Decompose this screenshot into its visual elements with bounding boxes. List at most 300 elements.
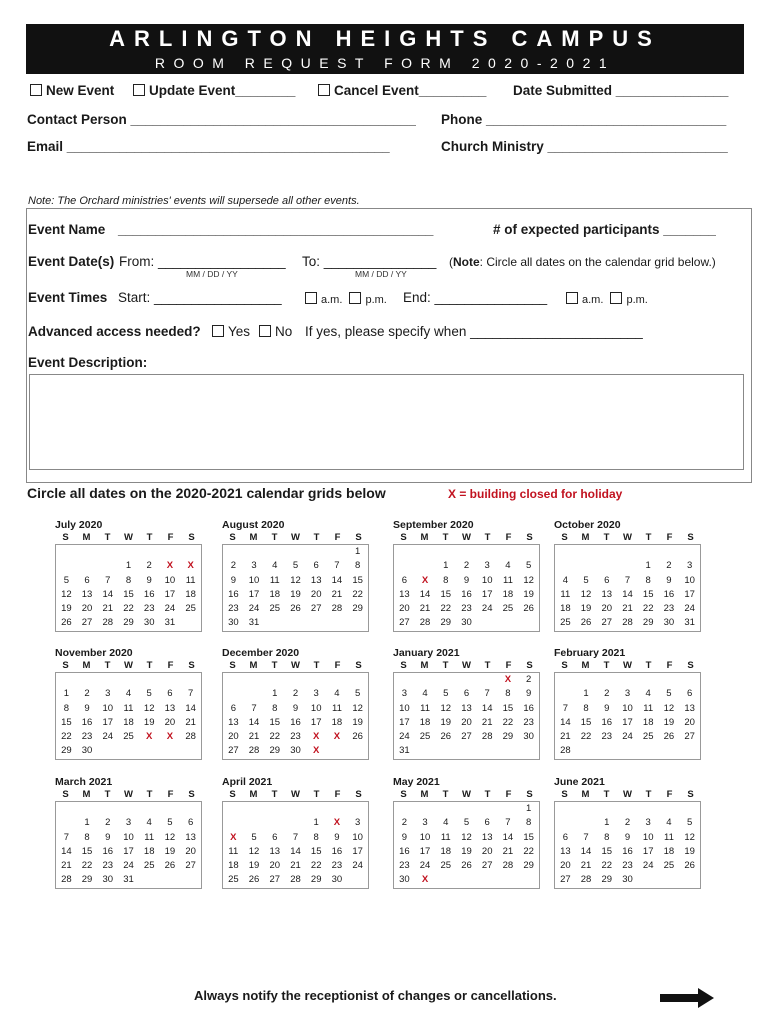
date-cell[interactable]: 12 [523,574,534,586]
date-cell[interactable]: 9 [463,574,470,586]
date-cell[interactable]: 17 [419,845,431,857]
date-cell[interactable]: 20 [461,716,472,728]
date-cell[interactable]: 29 [269,745,281,757]
date-cell[interactable]: 6 [401,574,407,586]
date-cell[interactable]: 14 [560,716,571,728]
date-cell[interactable]: 2 [84,688,90,700]
date-cell[interactable]: 7 [505,817,511,829]
date-cell[interactable]: 10 [164,574,176,586]
date-cell[interactable]: 31 [399,745,410,757]
date-cell[interactable]: 6 [167,688,173,700]
date-cell[interactable]: 16 [622,845,633,857]
date-cell[interactable]: 18 [502,588,514,600]
date-cell[interactable]: 9 [146,574,152,586]
date-cell[interactable]: 5 [167,817,173,829]
date-cell[interactable]: 21 [185,716,196,728]
date-cell[interactable]: 7 [292,831,299,843]
date-cell[interactable]: 1 [272,688,278,700]
date-cell[interactable]: 14 [580,845,592,857]
date-cell[interactable]: 14 [502,831,514,843]
date-cell[interactable]: 29 [310,874,322,886]
date-cell[interactable]: 19 [523,588,534,600]
date-cell[interactable]: 22 [123,603,134,615]
date-cell[interactable]: 27 [81,617,93,629]
date-cell[interactable]: 16 [228,588,239,600]
date-cell[interactable]: 29 [352,603,363,615]
date-cell[interactable]: 11 [643,702,654,714]
date-cell[interactable]: 30 [622,874,633,886]
date-cell[interactable]: 22 [81,860,93,872]
date-cell[interactable]: 8 [645,574,651,586]
date-cell[interactable]: 10 [102,702,114,714]
date-cell[interactable]: 23 [290,731,301,743]
date-cell[interactable]: 13 [269,845,281,857]
date-cell[interactable]: 16 [290,716,301,728]
date-cell[interactable]: 21 [61,860,72,872]
date-cell[interactable]: 25 [642,731,654,743]
date-cell[interactable]: 17 [123,845,134,857]
holiday-closed-mark[interactable]: X [421,874,429,886]
date-cell[interactable]: 18 [228,860,239,872]
date-cell[interactable]: 9 [230,574,236,586]
date-cell[interactable]: 16 [331,845,343,857]
date-cell[interactable]: 29 [642,617,654,629]
date-cell[interactable]: 2 [624,817,631,829]
date-cell[interactable]: 19 [684,845,695,857]
date-cell[interactable]: 28 [290,874,301,886]
event-description-input[interactable] [29,374,744,470]
date-cell[interactable]: 6 [463,688,470,700]
date-cell[interactable]: 8 [354,560,361,572]
date-cell[interactable]: 14 [102,588,114,600]
date-cell[interactable]: 10 [481,574,493,586]
date-cell[interactable]: 29 [502,731,514,743]
date-cell[interactable]: 24 [123,860,134,872]
date-cell[interactable]: 2 [463,560,470,572]
date-cell[interactable]: 8 [313,831,319,843]
contact-person-field[interactable]: Contact Person ______________________________________ [27,112,416,127]
date-cell[interactable]: 24 [622,731,633,743]
date-cell[interactable]: 15 [269,716,281,728]
update-event-checkbox[interactable] [133,84,145,96]
date-cell[interactable]: 21 [622,603,633,615]
date-cell[interactable]: 15 [502,702,514,714]
date-cell[interactable]: 13 [601,588,613,600]
date-cell[interactable]: 20 [81,603,93,615]
date-cell[interactable]: 14 [61,845,72,857]
cancel-event-option[interactable]: Cancel Event_________ [318,83,486,98]
date-cell[interactable]: 25 [440,860,452,872]
date-cell[interactable]: 19 [61,603,72,615]
date-cell[interactable]: 28 [61,874,72,886]
event-name-input[interactable]: __________________________________________ [118,222,434,237]
start-pm-checkbox[interactable] [349,292,361,304]
date-cell[interactable]: 13 [399,588,410,600]
date-cell[interactable]: 21 [481,716,493,728]
date-cell[interactable]: 7 [562,702,568,714]
cancel-event-checkbox[interactable] [318,84,330,96]
date-cell[interactable]: 10 [248,574,260,586]
date-cell[interactable]: 21 [290,860,301,872]
date-cell[interactable]: 17 [399,716,410,728]
date-cell[interactable]: 24 [642,860,654,872]
holiday-closed-mark[interactable]: X [166,560,174,572]
date-cell[interactable]: 7 [105,574,111,586]
date-cell[interactable]: 17 [102,716,114,728]
date-cell[interactable]: 11 [144,831,155,843]
date-cell[interactable]: 23 [228,603,239,615]
holiday-closed-mark[interactable]: X [230,831,237,843]
date-cell[interactable]: 25 [560,617,571,629]
date-cell[interactable]: 28 [481,731,493,743]
date-cell[interactable]: 5 [63,574,69,586]
date-cell[interactable]: 28 [560,745,571,757]
date-cell[interactable]: 6 [484,817,490,829]
date-cell[interactable]: 31 [684,617,695,629]
date-cell[interactable]: 11 [560,588,571,600]
date-cell[interactable]: 3 [624,688,631,700]
advanced-no-option[interactable]: No [259,324,292,339]
date-cell[interactable]: 4 [666,817,672,829]
date-cell[interactable]: 1 [125,560,132,572]
date-cell[interactable]: 7 [484,688,490,700]
date-cell[interactable]: 29 [81,874,93,886]
new-event-option[interactable]: New Event [30,83,114,98]
date-cell[interactable]: 24 [399,731,410,743]
date-cell[interactable]: 4 [562,574,568,586]
date-cell[interactable]: 27 [269,874,281,886]
date-cell[interactable]: 26 [663,731,675,743]
date-cell[interactable]: 4 [645,688,651,700]
date-cell[interactable]: 27 [481,860,493,872]
date-cell[interactable]: 17 [164,588,176,600]
date-cell[interactable]: 12 [580,588,592,600]
date-cell[interactable]: 13 [185,831,196,843]
date-cell[interactable]: 20 [684,716,695,728]
date-cell[interactable]: 2 [230,560,236,572]
date-cell[interactable]: 5 [354,688,361,700]
date-cell[interactable]: 12 [663,702,675,714]
date-cell[interactable]: 9 [292,702,299,714]
date-cell[interactable]: 4 [146,817,152,829]
date-cell[interactable]: 24 [248,603,260,615]
date-cell[interactable]: 24 [684,603,695,615]
date-cell[interactable]: 18 [642,716,654,728]
date-cell[interactable]: 2 [146,560,152,572]
email-field[interactable]: Email ___________________________________________ [27,139,390,154]
date-cell[interactable]: 13 [461,702,472,714]
date-cell[interactable]: 3 [251,560,257,572]
date-cell[interactable]: 15 [523,831,534,843]
date-cell[interactable]: 24 [352,860,363,872]
date-cell[interactable]: 11 [420,702,430,714]
date-cell[interactable]: 22 [642,603,654,615]
holiday-closed-mark[interactable]: X [187,560,194,572]
date-cell[interactable]: 26 [580,617,592,629]
date-cell[interactable]: 23 [523,716,534,728]
date-cell[interactable]: 7 [334,560,340,572]
date-cell[interactable]: 14 [481,702,493,714]
date-cell[interactable]: 21 [102,603,114,615]
date-cell[interactable]: 7 [187,688,194,700]
date-cell[interactable]: 30 [461,617,472,629]
date-cell[interactable]: 12 [61,588,72,600]
date-cell[interactable]: 4 [334,688,340,700]
date-cell[interactable]: 19 [580,603,592,615]
date-cell[interactable]: 23 [461,603,472,615]
date-cell[interactable]: 2 [292,688,299,700]
date-cell[interactable]: 15 [601,845,613,857]
date-cell[interactable]: 6 [604,574,610,586]
date-cell[interactable]: 22 [269,731,281,743]
date-cell[interactable]: 3 [645,817,651,829]
date-cell[interactable]: 12 [461,831,472,843]
date-cell[interactable]: 7 [583,831,589,843]
date-cell[interactable]: 15 [81,845,93,857]
date-cell[interactable]: 23 [81,731,93,743]
date-cell[interactable]: 8 [505,688,511,700]
church-ministry-field[interactable]: Church Ministry ________________________ [441,139,728,154]
date-cell[interactable]: 1 [525,803,532,814]
date-cell[interactable]: 16 [399,845,410,857]
date-cell[interactable]: 2 [525,674,532,685]
date-cell[interactable]: 26 [352,731,363,743]
date-cell[interactable]: 10 [123,831,134,843]
start-time-input[interactable]: Start: _________________ [118,290,282,305]
date-cell[interactable]: 24 [419,860,431,872]
date-cell[interactable]: 25 [663,860,675,872]
date-cell[interactable]: 25 [228,874,239,886]
date-cell[interactable]: 3 [105,688,111,700]
date-cell[interactable]: 30 [399,874,410,886]
date-cell[interactable]: 6 [686,688,693,700]
date-cell[interactable]: 22 [502,716,514,728]
date-cell[interactable]: 5 [443,688,449,700]
date-cell[interactable]: 3 [686,560,693,572]
date-cell[interactable]: 29 [440,617,452,629]
date-cell[interactable]: 14 [419,588,431,600]
date-cell[interactable]: 3 [422,817,428,829]
holiday-closed-mark[interactable]: X [146,731,153,743]
date-cell[interactable]: 8 [604,831,610,843]
date-cell[interactable]: 25 [502,603,514,615]
date-cell[interactable]: 31 [248,617,260,629]
date-cell[interactable]: 30 [228,617,239,629]
date-cell[interactable]: 10 [352,831,363,843]
phone-field[interactable]: Phone ________________________________ [441,112,727,127]
date-cell[interactable]: 15 [440,588,452,600]
date-cell[interactable]: 28 [185,731,196,743]
date-cell[interactable]: 8 [583,702,589,714]
date-cell[interactable]: 27 [461,731,472,743]
date-cell[interactable]: 25 [143,860,155,872]
date-cell[interactable]: 30 [81,745,93,757]
date-cell[interactable]: 16 [102,845,114,857]
date-cell[interactable]: 3 [313,688,319,700]
holiday-closed-mark[interactable]: X [421,574,429,586]
date-cell[interactable]: 28 [502,860,514,872]
date-cell[interactable]: 18 [440,845,452,857]
date-cell[interactable]: 11 [663,831,674,843]
date-cell[interactable]: 14 [331,574,343,586]
date-cell[interactable]: 13 [310,574,322,586]
date-cell[interactable]: 26 [440,731,452,743]
date-cell[interactable]: 28 [331,603,343,615]
date-cell[interactable]: 4 [422,688,428,700]
date-cell[interactable]: 4 [272,560,278,572]
date-cell[interactable]: 17 [642,845,654,857]
date-cell[interactable]: 9 [525,688,532,700]
date-cell[interactable]: 9 [666,574,672,586]
date-cell[interactable]: 2 [666,560,672,572]
date-cell[interactable]: 21 [580,860,592,872]
date-cell[interactable]: 18 [185,588,196,600]
date-cell[interactable]: 18 [560,603,571,615]
date-cell[interactable]: 6 [230,702,236,714]
date-cell[interactable]: 10 [399,702,410,714]
date-cell[interactable]: 1 [604,817,610,829]
date-cell[interactable]: 17 [481,588,493,600]
date-cell[interactable]: 23 [663,603,675,615]
date-cell[interactable]: 6 [187,817,194,829]
no-checkbox[interactable] [259,325,271,337]
date-cell[interactable]: 22 [61,731,72,743]
date-cell[interactable]: 9 [84,702,90,714]
date-cell[interactable]: 11 [185,574,196,586]
date-cell[interactable]: 22 [352,588,363,600]
date-cell[interactable]: 27 [228,745,239,757]
date-cell[interactable]: 5 [666,688,672,700]
date-cell[interactable]: 12 [164,831,176,843]
date-to-input[interactable]: To: _______________ [302,254,437,269]
date-cell[interactable]: 6 [313,560,319,572]
holiday-closed-mark[interactable]: X [504,674,512,685]
date-cell[interactable]: 26 [523,603,534,615]
holiday-closed-mark[interactable]: X [333,731,341,743]
date-cell[interactable]: 17 [622,716,633,728]
date-cell[interactable]: 25 [419,731,431,743]
date-cell[interactable]: 23 [622,860,633,872]
date-submitted-field[interactable]: Date Submitted _______________ [513,83,729,98]
date-cell[interactable]: 1 [645,560,651,572]
date-cell[interactable]: 29 [123,617,134,629]
date-cell[interactable]: 5 [525,560,532,572]
date-cell[interactable]: 13 [228,716,239,728]
date-cell[interactable]: 20 [560,860,571,872]
date-cell[interactable]: 11 [331,702,342,714]
date-cell[interactable]: 17 [310,716,322,728]
date-cell[interactable]: 28 [580,874,592,886]
date-cell[interactable]: 16 [601,716,613,728]
date-cell[interactable]: 27 [684,731,695,743]
date-cell[interactable]: 27 [185,860,196,872]
participants-field[interactable]: # of expected participants _______ [493,222,716,237]
date-cell[interactable]: 6 [84,574,90,586]
end-am-checkbox[interactable] [566,292,578,304]
date-cell[interactable]: 26 [684,860,695,872]
date-cell[interactable]: 16 [523,702,534,714]
date-cell[interactable]: 5 [146,688,152,700]
date-cell[interactable]: 4 [505,560,511,572]
date-cell[interactable]: 10 [684,574,695,586]
date-cell[interactable]: 21 [331,588,343,600]
date-cell[interactable]: 13 [481,831,493,843]
date-cell[interactable]: 9 [105,831,111,843]
date-cell[interactable]: 16 [663,588,675,600]
new-event-checkbox[interactable] [30,84,42,96]
date-cell[interactable]: 12 [143,702,155,714]
date-cell[interactable]: 19 [290,588,301,600]
date-cell[interactable]: 13 [164,702,176,714]
date-cell[interactable]: 20 [185,845,196,857]
date-cell[interactable]: 23 [102,860,114,872]
date-cell[interactable]: 20 [481,845,493,857]
date-cell[interactable]: 6 [562,831,568,843]
date-cell[interactable]: 6 [272,831,278,843]
date-cell[interactable]: 27 [560,874,571,886]
date-cell[interactable]: 29 [61,745,72,757]
start-am-checkbox[interactable] [305,292,317,304]
date-cell[interactable]: 25 [269,603,281,615]
date-cell[interactable]: 19 [164,845,176,857]
date-cell[interactable]: 9 [334,831,340,843]
date-cell[interactable]: 30 [523,731,534,743]
date-cell[interactable]: 1 [583,688,589,700]
date-cell[interactable]: 8 [84,831,90,843]
date-cell[interactable]: 26 [461,860,472,872]
date-cell[interactable]: 9 [401,831,407,843]
date-cell[interactable]: 12 [440,702,452,714]
date-cell[interactable]: 27 [601,617,613,629]
date-cell[interactable]: 24 [102,731,114,743]
date-cell[interactable]: 8 [125,574,132,586]
date-cell[interactable]: 15 [310,845,322,857]
date-cell[interactable]: 28 [419,617,431,629]
date-cell[interactable]: 15 [580,716,592,728]
date-cell[interactable]: 4 [443,817,449,829]
date-cell[interactable]: 7 [63,831,69,843]
date-cell[interactable]: 21 [502,845,514,857]
date-cell[interactable]: 20 [269,860,281,872]
date-cell[interactable]: 26 [290,603,301,615]
date-cell[interactable]: 2 [604,688,610,700]
update-event-option[interactable]: Update Event________ [133,83,295,98]
date-cell[interactable]: 22 [601,860,613,872]
date-cell[interactable]: 26 [248,874,260,886]
date-cell[interactable]: 9 [624,831,631,843]
date-cell[interactable]: 31 [123,874,134,886]
date-cell[interactable]: 16 [143,588,155,600]
date-cell[interactable]: 1 [443,560,449,572]
date-cell[interactable]: 23 [331,860,343,872]
date-cell[interactable]: 24 [481,603,493,615]
date-cell[interactable]: 28 [248,745,260,757]
date-cell[interactable]: 3 [484,560,490,572]
date-cell[interactable]: 26 [164,860,176,872]
date-cell[interactable]: 16 [461,588,472,600]
date-cell[interactable]: 12 [248,845,260,857]
date-cell[interactable]: 4 [125,688,132,700]
date-cell[interactable]: 3 [125,817,132,829]
date-cell[interactable]: 11 [440,831,451,843]
date-cell[interactable]: 27 [310,603,322,615]
date-cell[interactable]: 27 [399,617,410,629]
date-cell[interactable]: 19 [248,860,260,872]
date-cell[interactable]: 20 [164,716,176,728]
date-cell[interactable]: 1 [313,817,319,829]
date-cell[interactable]: 12 [352,702,363,714]
date-cell[interactable]: 5 [251,831,257,843]
